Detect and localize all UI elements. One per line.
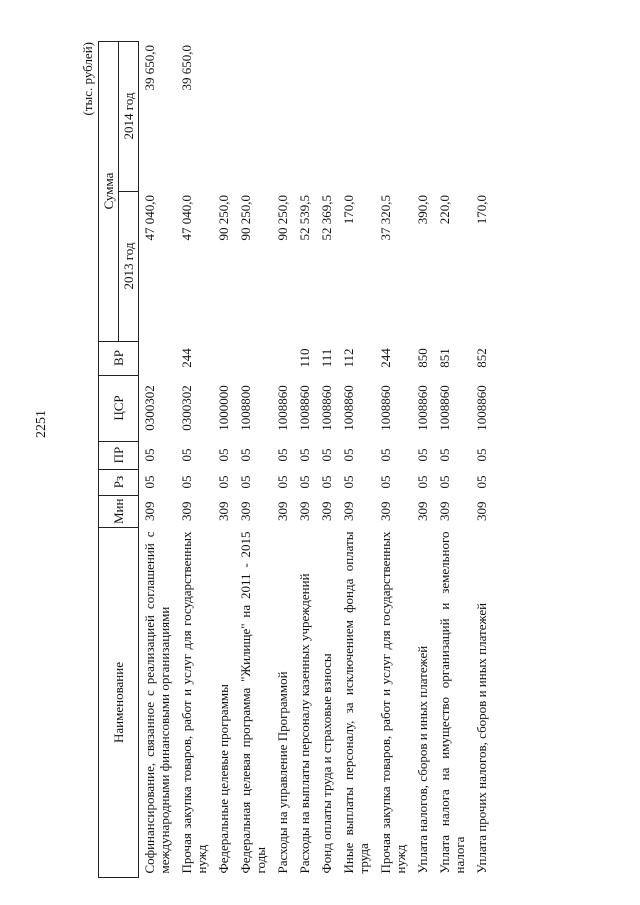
row-pr: 05 xyxy=(341,448,356,462)
row-name: Уплата налога на имущество организаций и земельного налога xyxy=(437,531,467,874)
row-rz: 05 xyxy=(437,475,452,489)
row-rz: 05 xyxy=(297,475,312,489)
row-pr: 05 xyxy=(437,448,452,462)
row-name: Иные выплаты персоналу, за исключением фонда оплаты труда xyxy=(341,531,371,874)
row-csr: 1008860 xyxy=(474,385,489,431)
row-amount-2014 xyxy=(412,41,434,191)
row-amount-2014 xyxy=(375,41,412,191)
table-row xyxy=(139,41,177,877)
row-name: Расходы на управление Программой xyxy=(275,671,290,874)
table-row xyxy=(235,41,272,877)
row-min: 309 xyxy=(437,501,452,522)
row-min: 309 xyxy=(415,501,430,522)
header-row-1 xyxy=(99,41,119,877)
budget-table xyxy=(98,41,493,878)
row-name: Расходы на выплаты персоналу казенных учреждений xyxy=(297,573,312,874)
header-csr: ЦСР xyxy=(99,375,139,441)
row-min: 309 xyxy=(474,501,489,522)
row-csr: 0300302 xyxy=(179,385,194,431)
row-pr: 05 xyxy=(415,448,430,462)
row-vr xyxy=(213,341,235,375)
row-min: 309 xyxy=(297,501,312,522)
table-row xyxy=(375,41,412,877)
row-csr: 1000000 xyxy=(216,385,231,431)
units-note: (тыс. рублей) xyxy=(80,42,95,116)
row-amount-2013: 220,0 xyxy=(437,195,452,225)
row-name: Прочая закупка товаров, работ и услуг для государственных нужд xyxy=(378,531,408,874)
row-vr: 111 xyxy=(319,348,334,368)
row-csr: 1008860 xyxy=(297,385,312,431)
rotated-table-area xyxy=(80,38,640,878)
row-csr: 1008860 xyxy=(378,385,393,431)
row-pr: 05 xyxy=(319,448,334,462)
row-min: 309 xyxy=(319,501,334,522)
row-amount-2013: 37 320,5 xyxy=(378,195,393,241)
header-sum: Сумма xyxy=(99,41,119,341)
row-min: 309 xyxy=(179,501,194,522)
row-csr: 1008860 xyxy=(341,385,356,431)
row-pr: 05 xyxy=(474,448,489,462)
page-number: 2251 xyxy=(34,410,49,438)
row-amount-2014: 39 650,0 xyxy=(179,45,194,91)
row-amount-2013: 90 250,0 xyxy=(275,195,290,241)
row-vr: 244 xyxy=(179,348,194,368)
row-amount-2014 xyxy=(434,41,471,191)
row-csr: 1008800 xyxy=(238,385,253,431)
row-vr xyxy=(235,341,272,375)
row-vr: 852 xyxy=(474,348,489,368)
row-name: Уплата прочих налогов, сборов и иных платежей xyxy=(474,602,489,874)
row-vr: 110 xyxy=(297,348,312,368)
row-amount-2013: 47 040,0 xyxy=(142,195,157,241)
row-min: 309 xyxy=(275,501,290,522)
row-amount-2013: 90 250,0 xyxy=(216,195,231,241)
table-row xyxy=(471,41,493,877)
row-amount-2014 xyxy=(471,41,493,191)
header-2013: 2013 год xyxy=(119,191,139,341)
table-row xyxy=(272,41,294,877)
header-pr: ПР xyxy=(99,441,139,469)
row-amount-2014 xyxy=(338,41,375,191)
header-min: Мин xyxy=(99,495,139,527)
row-vr xyxy=(139,341,177,375)
row-min: 309 xyxy=(378,501,393,522)
row-pr: 05 xyxy=(275,448,290,462)
table-row xyxy=(176,41,213,877)
table-row xyxy=(316,41,338,877)
row-rz: 05 xyxy=(415,475,430,489)
row-rz: 05 xyxy=(142,475,157,489)
row-csr: 1008860 xyxy=(275,385,290,431)
row-csr: 1008860 xyxy=(319,385,334,431)
row-rz: 05 xyxy=(216,475,231,489)
row-rz: 05 xyxy=(275,475,290,489)
row-min: 309 xyxy=(238,501,253,522)
row-name: Фонд оплаты труда и страховые взносы xyxy=(319,653,334,874)
header-name: Наименование xyxy=(99,528,139,878)
row-amount-2013: 52 369,5 xyxy=(319,195,334,241)
row-pr: 05 xyxy=(216,448,231,462)
row-pr: 05 xyxy=(378,448,393,462)
row-amount-2013: 90 250,0 xyxy=(238,195,253,241)
row-csr: 0300302 xyxy=(142,385,157,431)
row-rz: 05 xyxy=(238,475,253,489)
row-name: Уплата налогов, сборов и иных платежей xyxy=(415,645,430,874)
table-row xyxy=(213,41,235,877)
row-amount-2014 xyxy=(294,41,316,191)
row-amount-2014 xyxy=(235,41,272,191)
row-vr: 850 xyxy=(415,348,430,368)
row-name: Прочая закупка товаров, работ и услуг для государственных нужд xyxy=(179,531,209,874)
row-vr: 851 xyxy=(437,348,452,368)
row-pr: 05 xyxy=(179,448,194,462)
table-row xyxy=(412,41,434,877)
header-rz: Рз xyxy=(99,469,139,495)
row-amount-2013: 390,0 xyxy=(415,195,430,225)
row-csr: 1008860 xyxy=(437,385,452,431)
table-body xyxy=(139,41,494,877)
row-amount-2013: 170,0 xyxy=(474,195,489,225)
row-min: 309 xyxy=(341,501,356,522)
row-csr: 1008860 xyxy=(415,385,430,431)
row-amount-2014 xyxy=(213,41,235,191)
table-row xyxy=(294,41,316,877)
row-min: 309 xyxy=(142,501,157,522)
table-row xyxy=(434,41,471,877)
row-amount-2013: 52 539,5 xyxy=(297,195,312,241)
table-row xyxy=(338,41,375,877)
row-rz: 05 xyxy=(341,475,356,489)
row-rz: 05 xyxy=(378,475,393,489)
row-name: Федеральная целевая программа "Жилище" на 2011 - 2015 годы xyxy=(238,531,268,874)
row-amount-2013: 170,0 xyxy=(341,195,356,225)
row-pr: 05 xyxy=(142,448,157,462)
header-vr: ВР xyxy=(99,341,139,375)
row-pr: 05 xyxy=(297,448,312,462)
row-rz: 05 xyxy=(179,475,194,489)
row-min: 309 xyxy=(216,501,231,522)
row-rz: 05 xyxy=(474,475,489,489)
row-amount-2013: 47 040,0 xyxy=(179,195,194,241)
row-rz: 05 xyxy=(319,475,334,489)
row-vr: 112 xyxy=(341,348,356,368)
row-vr: 244 xyxy=(378,348,393,368)
row-vr xyxy=(272,341,294,375)
row-amount-2014 xyxy=(272,41,294,191)
row-name: Федеральные целевые программы xyxy=(216,684,231,874)
row-amount-2014 xyxy=(316,41,338,191)
header-2014: 2014 год xyxy=(119,41,139,191)
row-amount-2014: 39 650,0 xyxy=(142,45,157,91)
row-name: Софинансирование, связанное с реализацией соглашений с международными финансовыми организациями xyxy=(142,531,172,874)
row-pr: 05 xyxy=(238,448,253,462)
